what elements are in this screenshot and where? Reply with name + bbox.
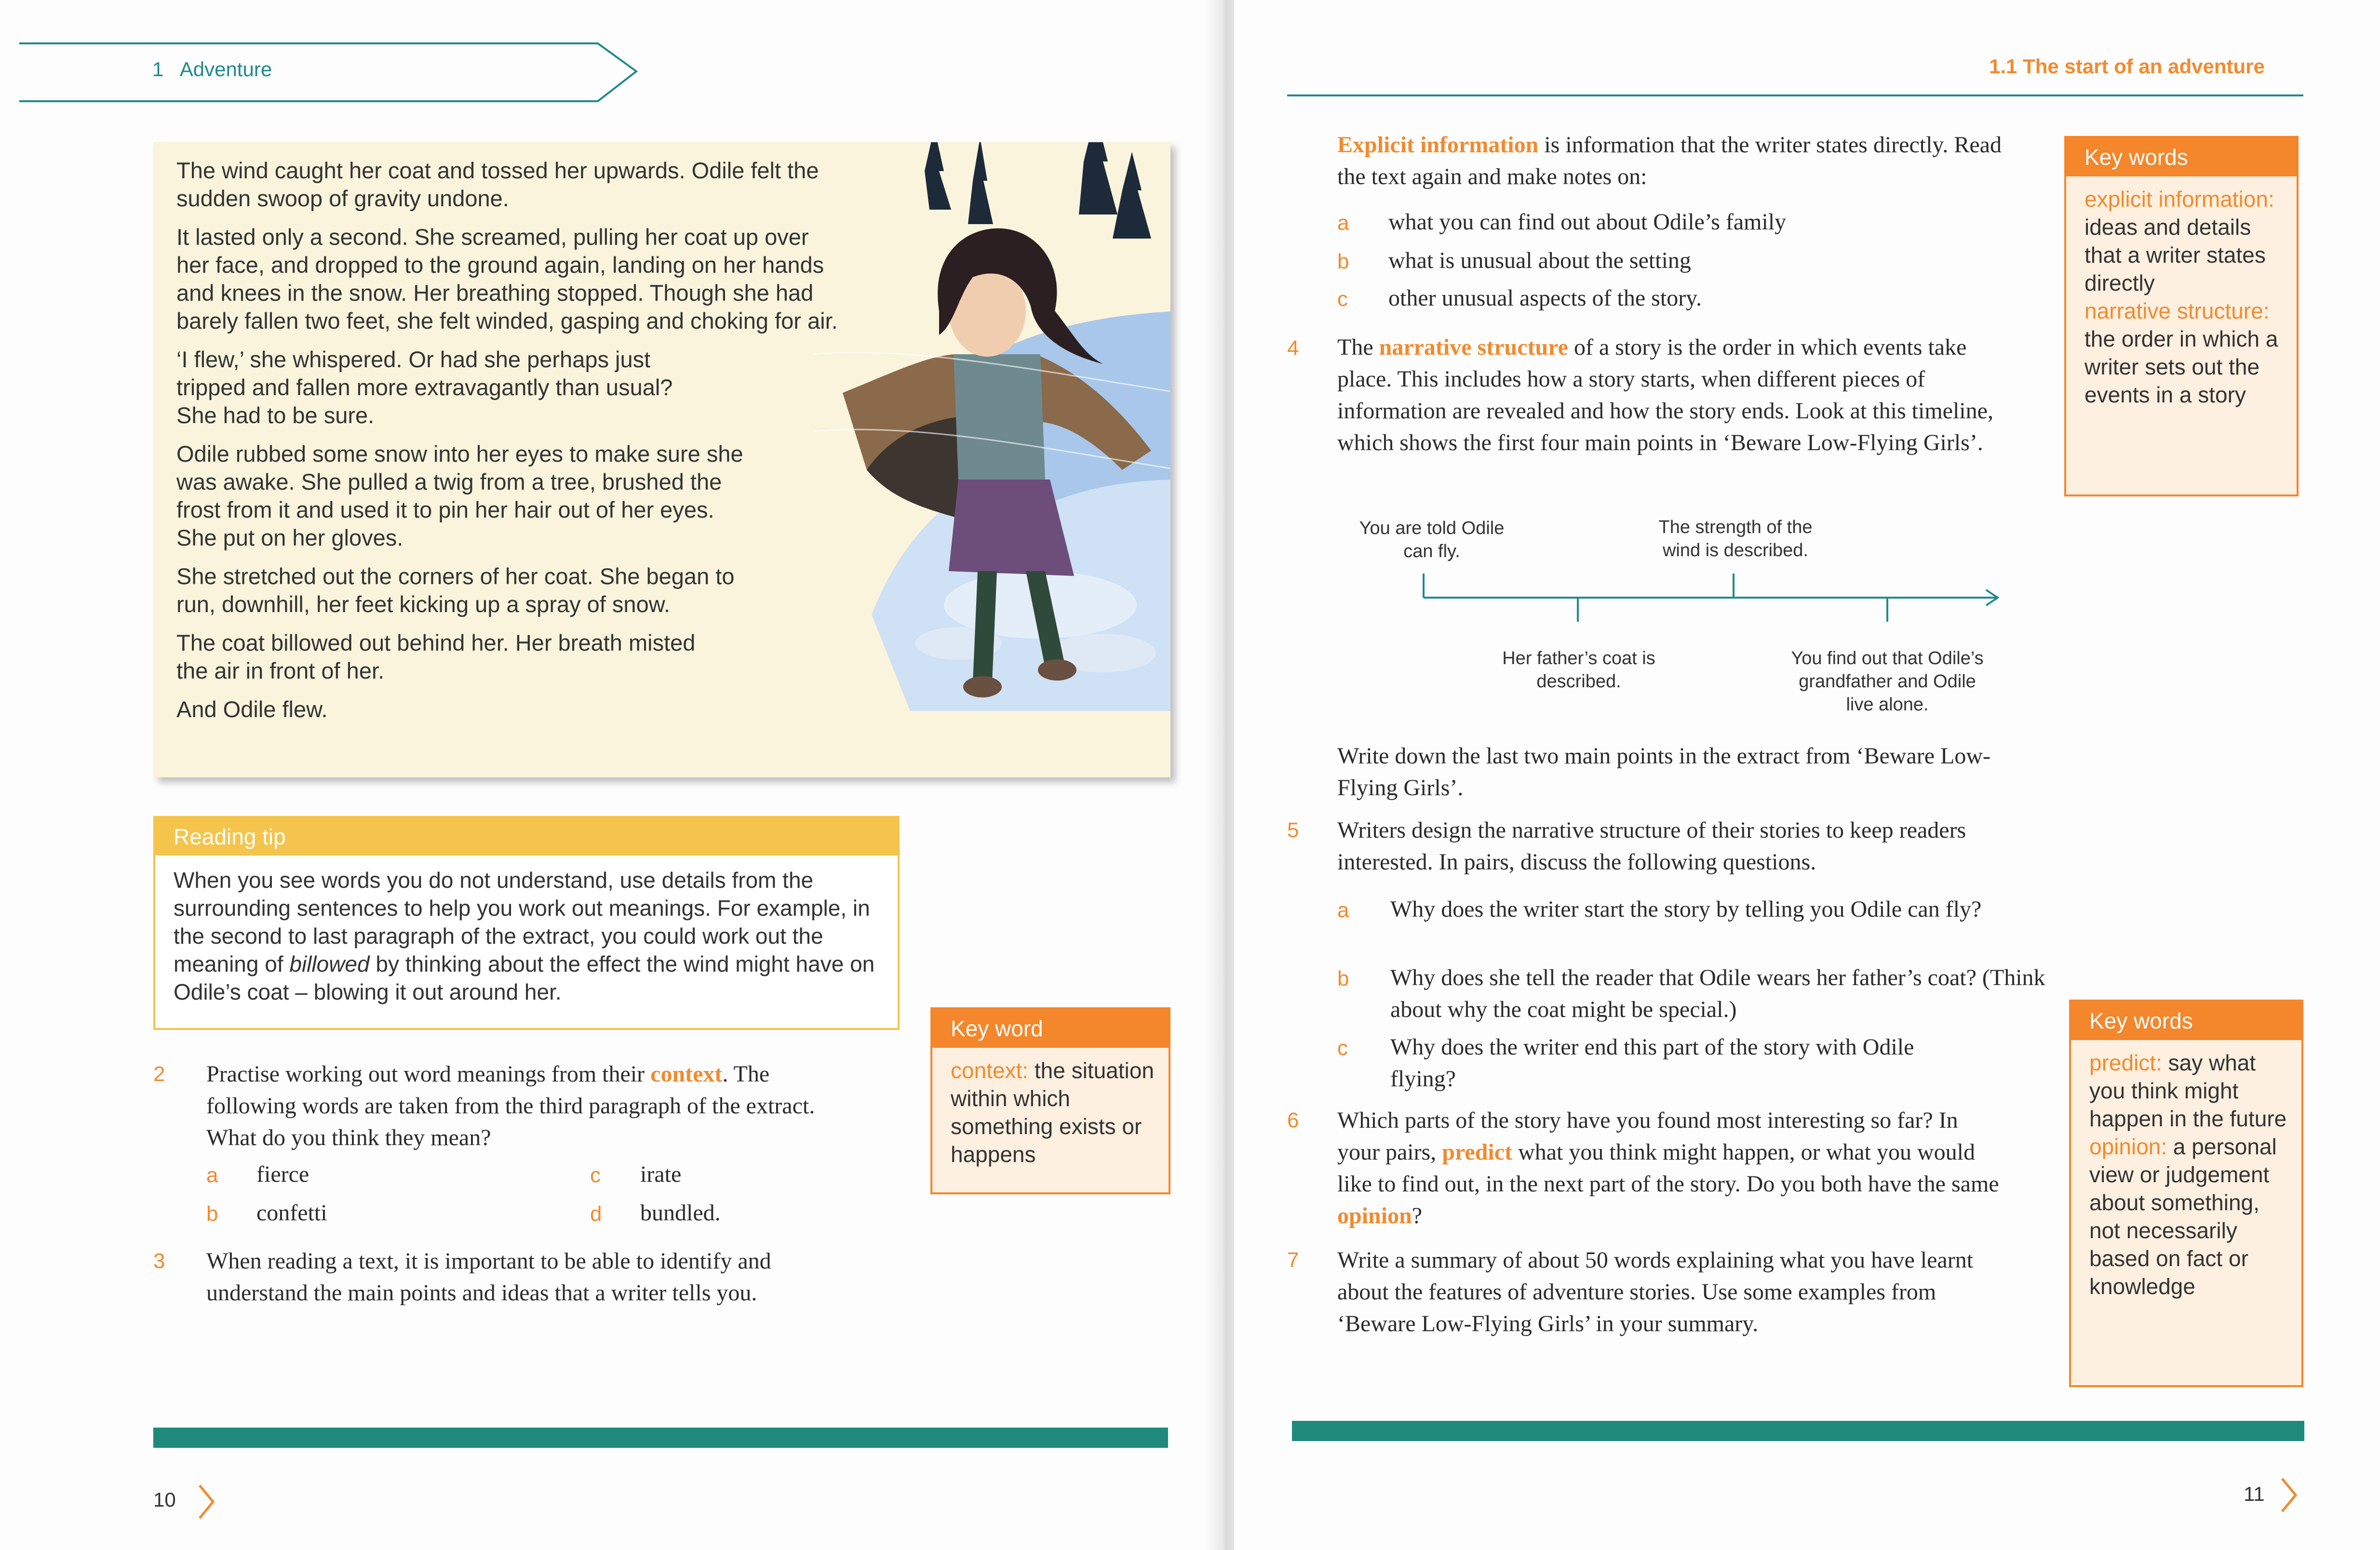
reading-tip-heading: Reading tip	[155, 818, 898, 855]
footer-bar	[1292, 1421, 2304, 1441]
key-word-term: narrative structure:	[2084, 298, 2270, 323]
key-word-heading: Key word	[932, 1009, 1169, 1048]
chevron-right-icon	[2279, 1476, 2299, 1514]
question-text-part: The	[1337, 334, 1379, 360]
question-number: 3	[153, 1249, 165, 1273]
key-word-meaning: say what you think might happen in the future	[2089, 1050, 2287, 1131]
highlighted-term: predict	[1442, 1139, 1513, 1165]
timeline-point: The strength of the wind is described.	[1658, 517, 1813, 561]
question-7-text: Write a summary of about 50 words explaining what you have learnt about the features of adventure stories. Use some examples from ‘Beware Low-Flying Girls’ in your summary.	[1337, 1247, 1974, 1336]
key-words-box	[2064, 136, 2299, 496]
key-word-term: opinion:	[2089, 1134, 2167, 1159]
section-title: 1.1 The start of an adventure	[1989, 55, 2265, 78]
chapter-tab-arrow	[19, 41, 646, 104]
item-letter: c	[1337, 1036, 1348, 1060]
question-number: 4	[1287, 336, 1299, 360]
intro-item: other unusual aspects of the story.	[1388, 285, 1702, 311]
highlighted-term: narrative structure	[1379, 334, 1568, 360]
question-text-part: ?	[1412, 1203, 1423, 1229]
key-word-meaning: a personal view or judgement about something, not necessarily based on fact or knowledge	[2089, 1134, 2277, 1299]
question-5-item: Why does the writer end this part of the story with Odile flying?	[1390, 1034, 1914, 1092]
key-word-box	[930, 1007, 1170, 1194]
chapter-title: Adventure	[179, 58, 272, 80]
option-word: fierce	[256, 1162, 309, 1187]
key-word-term: predict:	[2089, 1050, 2162, 1075]
story-paragraph: It lasted only a second. She screamed, pulling her coat up over her face, and dropped to the ground again, landing on her hands and knees in the snow. Her breathing stopped. Though she had barely fallen two feet, she felt winded, gasping and choking for air.	[176, 224, 838, 334]
question-5-text: Writers design the narrative structure of their stories to keep readers interested. In pairs, discuss the following questions.	[1337, 817, 1966, 875]
question-number: 5	[1287, 818, 1299, 842]
question-number: 6	[1287, 1109, 1299, 1132]
question-5-item: Why does she tell the reader that Odile wears her father’s coat? (Think about why the coat might be special.)	[1390, 965, 2045, 1022]
question-text-part: Practise working out word meanings from their	[206, 1061, 651, 1087]
question-2-text	[206, 1058, 862, 1154]
option-letter: a	[206, 1163, 218, 1187]
page-number: 10	[153, 1488, 176, 1511]
chapter-number: 1	[152, 58, 164, 80]
intro-item: what is unusual about the setting	[1388, 248, 1691, 273]
intro-text-part: is information that the writer states directly. Read the text again and make notes on:	[1337, 132, 2002, 189]
right-page	[1234, 0, 2380, 1550]
key-word-definition	[932, 1048, 1169, 1168]
key-word-entry	[2089, 1133, 2287, 1300]
question-text-part: . The following words are taken from the third paragraph of the extract. What do you think they mean?	[206, 1061, 815, 1150]
question-5-item: Why does the writer start the story by telling you Odile can fly?	[1390, 896, 1982, 922]
option-word: irate	[640, 1162, 682, 1187]
timeline-point: You find out that Odile’s grandfather and Odile live alone.	[1791, 648, 1984, 715]
footer-bar	[153, 1428, 1168, 1448]
highlighted-term: opinion	[1337, 1203, 1412, 1229]
intro-item: what you can find out about Odile’s family	[1388, 209, 1787, 235]
key-words-list	[2071, 1040, 2301, 1300]
key-word-entry	[2084, 297, 2282, 409]
question-number: 2	[153, 1062, 165, 1086]
option-letter: b	[206, 1202, 218, 1226]
story-paragraph: Odile rubbed some snow into her eyes to make sure she was awake. She pulled a twig from a tree, brushed the frost from it and used it to pin her hair out of her eyes. She put on her gloves.	[176, 441, 743, 550]
option-word: bundled.	[640, 1200, 721, 1226]
key-word-meaning: the situation within which something exists or happens	[951, 1058, 1154, 1167]
question-4-text	[1337, 332, 2003, 459]
section-rule	[1287, 94, 2303, 96]
story-text	[176, 157, 909, 734]
option-letter: d	[590, 1202, 602, 1226]
reading-tip-italic-word: billowed	[289, 951, 370, 976]
option-word: confetti	[256, 1200, 327, 1226]
item-letter: a	[1337, 211, 1349, 235]
timeline-point: Her father’s coat is described.	[1502, 648, 1655, 692]
key-words-list	[2066, 176, 2297, 409]
key-word-entry	[2084, 185, 2282, 297]
item-letter: c	[1337, 287, 1348, 311]
key-word-entry	[2089, 1049, 2287, 1133]
story-paragraph: She stretched out the corners of her coat. She began to run, downhill, her feet kicking up a spray of snow.	[176, 563, 735, 617]
question-text-part: what you think might happen, or what you would like to find out, in the next part of the story. Do you both have the same	[1337, 1139, 1999, 1197]
question-6-text	[1337, 1105, 2003, 1232]
chapter-label	[152, 58, 272, 81]
story-paragraph: And Odile flew.	[176, 696, 328, 722]
key-word-term: context:	[951, 1058, 1029, 1083]
story-paragraph: ‘I flew,’ she whispered. Or had she perhaps just tripped and fallen more extravagantly than usual? She had to be sure.	[176, 347, 673, 428]
question-text-part: of a story is the order in which events take place. This includes how a story starts, when different pieces of information are revealed and how the story ends. Look at this timeline, which shows the first four main points in ‘Beware Low-Flying Girls’.	[1337, 334, 1993, 455]
timeline-point: You are told Odile can fly.	[1359, 518, 1505, 561]
highlighted-term: Explicit information	[1337, 132, 1539, 158]
reading-tip-text	[155, 855, 898, 1006]
option-letter: c	[590, 1163, 601, 1187]
question-4-followup: Write down the last two main points in the extract from ‘Beware Low-Flying Girls’.	[1337, 743, 1991, 801]
question-text-part: Which parts of the story have you found most interesting so far? In your pairs,	[1337, 1108, 1958, 1165]
reading-tip-box	[153, 816, 900, 1030]
key-words-box	[2069, 1000, 2303, 1387]
question-number: 7	[1287, 1248, 1299, 1272]
question-3-text: When reading a text, it is important to be able to identify and understand the main points and ideas that a writer tells you.	[206, 1248, 771, 1306]
key-word-meaning: ideas and details that a writer states directly	[2084, 214, 2266, 295]
reading-tip-text-part: by thinking about the effect the wind might have on Odile’s coat – blowing it out around her.	[174, 951, 875, 1004]
story-extract	[153, 142, 1170, 777]
chevron-right-icon	[197, 1483, 216, 1521]
timeline	[1331, 511, 2054, 723]
key-words-heading: Key words	[2066, 138, 2297, 176]
highlighted-term: context	[650, 1061, 723, 1087]
item-letter: b	[1337, 967, 1349, 990]
story-paragraph: The coat billowed out behind her. Her breath misted the air in front of her.	[176, 630, 696, 683]
item-letter: b	[1337, 250, 1349, 273]
key-words-heading: Key words	[2071, 1002, 2301, 1040]
intro-text	[1337, 129, 2027, 193]
key-word-term: explicit information:	[2084, 187, 2274, 212]
reading-tip-text-part: When you see words you do not understand, use details from the surrounding sentences to help you work out meanings. For example, in the second to last paragraph of the extract, you could work out the meaning of	[174, 868, 870, 976]
key-word-meaning: the order in which a writer sets out the events in a story	[2084, 326, 2278, 407]
item-letter: a	[1337, 898, 1349, 922]
story-paragraph: The wind caught her coat and tossed her upwards. Odile felt the sudden swoop of gravity undone.	[176, 158, 819, 211]
page-number: 11	[2244, 1483, 2265, 1505]
